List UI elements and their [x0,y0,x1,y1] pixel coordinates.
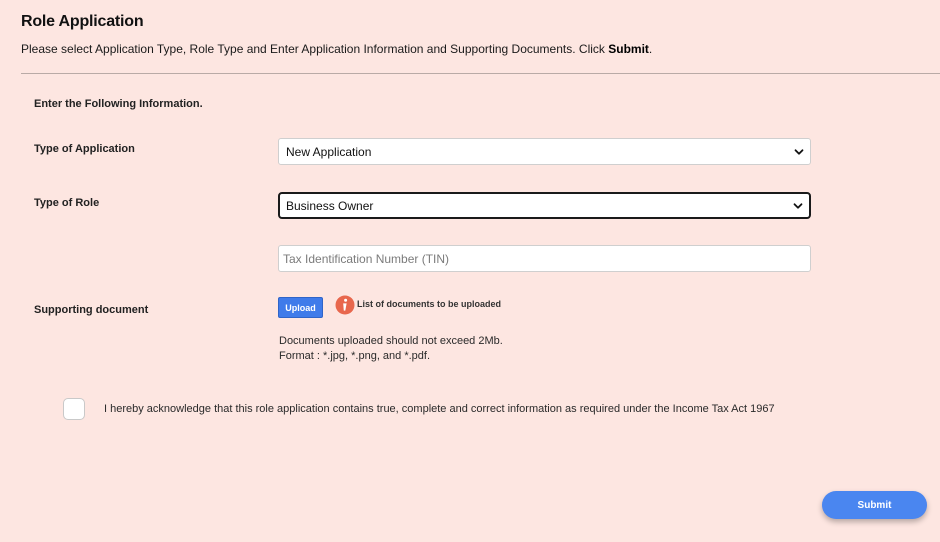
acknowledge-text: I hereby acknowledge that this role application contains true, complete and correct information as required under the Income Tax Act 1967 [104,403,775,415]
instructions-submit-word: Submit [608,42,649,56]
instructions-text [21,42,652,56]
submit-button[interactable]: Submit [822,491,927,519]
acknowledge-checkbox[interactable] [63,398,85,420]
info-icon[interactable] [335,295,355,315]
section-heading: Enter the Following Information. [34,98,203,110]
role-type-label: Type of Role [34,197,100,209]
instructions-prefix: Please select Application Type, Role Type and Enter Application Information and Supporting Documents. Click [21,42,609,56]
format-note: Format : *.jpg, *.png, and *.pdf. [279,350,431,362]
size-limit-note: Documents uploaded should not exceed 2Mb. [279,335,503,347]
application-type-value: New Application [286,144,372,159]
upload-button[interactable]: Upload [278,297,323,318]
page-title: Role Application [21,13,144,30]
header-divider [21,73,940,74]
role-type-value: Business Owner [286,198,374,213]
role-type-select[interactable] [278,192,811,219]
tin-input[interactable] [278,245,811,272]
chevron-down-icon [793,201,803,211]
chevron-down-icon [794,147,804,157]
document-list-link[interactable]: List of documents to be uploaded [357,299,501,309]
supporting-document-label: Supporting document [34,304,149,316]
application-type-label: Type of Application [34,143,135,155]
instructions-suffix: . [648,42,653,56]
application-type-select[interactable] [278,138,811,165]
